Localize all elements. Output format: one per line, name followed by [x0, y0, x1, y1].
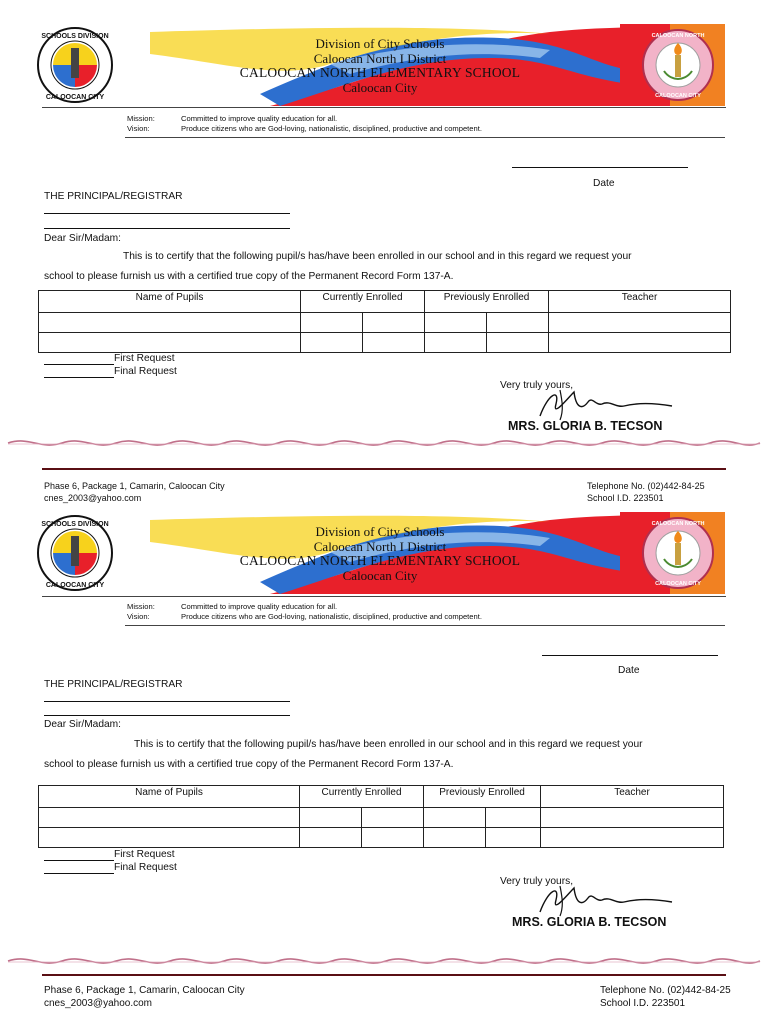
col-teacher: Teacher [549, 291, 731, 313]
footer-email[interactable]: cnes_2003@yahoo.com [44, 998, 152, 1009]
table-row [39, 828, 724, 848]
pupil-name-cell[interactable] [39, 333, 301, 353]
mission-vision [127, 114, 482, 134]
footer-telephone: Telephone No. (02)442-84-25 [587, 481, 705, 491]
final-request-blank[interactable] [44, 873, 114, 874]
body-line-2: school to please furnish us with a certified true copy of the Permanent Record Form 137-A. [44, 271, 454, 282]
footer-telephone: Telephone No. (02)442-84-25 [600, 985, 731, 996]
pupils-table [38, 290, 731, 353]
addressee-blank-1[interactable] [44, 701, 290, 702]
closing: Very truly yours, [500, 380, 574, 391]
col-currently-enrolled: Currently Enrolled [301, 291, 425, 313]
city-name: Caloocan City [342, 79, 418, 95]
current-cell[interactable] [301, 313, 363, 333]
pupil-name-cell[interactable] [39, 313, 301, 333]
signature-image [530, 384, 680, 424]
footer-right [600, 984, 731, 1010]
header-banner [30, 24, 725, 106]
footer-rule [42, 974, 726, 976]
previous-cell[interactable] [424, 808, 486, 828]
pupil-name-cell[interactable] [39, 808, 300, 828]
footer-rule [42, 468, 726, 470]
first-request-blank[interactable] [44, 860, 114, 861]
decorative-border [0, 954, 768, 968]
table-header-row [39, 291, 731, 313]
school-name: CALOOCAN NORTH ELEMENTARY SCHOOL [239, 553, 521, 568]
decorative-border [0, 436, 768, 450]
previous-cell[interactable] [425, 333, 487, 353]
footer-school-id: School I.D. 223501 [600, 998, 686, 1009]
date-label: Date [593, 178, 615, 189]
addressee-blank-1[interactable] [44, 213, 290, 214]
previous-cell[interactable] [487, 333, 549, 353]
teacher-cell[interactable] [549, 333, 731, 353]
previous-cell[interactable] [486, 828, 541, 848]
footer-address: Phase 6, Package 1, Camarin, Caloocan City [44, 481, 225, 491]
caloocan-north-seal [638, 517, 718, 589]
table-header-row [39, 786, 724, 808]
footer-email[interactable]: cnes_2003@yahoo.com [44, 493, 142, 503]
division-name: Division of City Schools [315, 36, 445, 51]
svg-text:CALOOCAN CITY: CALOOCAN CITY [655, 93, 701, 99]
schools-division-seal [36, 514, 114, 592]
salutation: Dear Sir/Madam: [44, 719, 121, 730]
previous-cell[interactable] [424, 828, 486, 848]
mission-rule [125, 137, 725, 138]
svg-text:CALOOCAN CITY: CALOOCAN CITY [655, 581, 701, 587]
addressee: THE PRINCIPAL/REGISTRAR [44, 191, 183, 202]
date-label: Date [618, 665, 640, 676]
teacher-cell[interactable] [541, 808, 724, 828]
request-form-2 [0, 512, 768, 1024]
schools-division-seal [36, 26, 114, 104]
mission-text: Committed to improve quality education for all. [181, 114, 338, 123]
col-name-of-pupils: Name of Pupils [39, 786, 300, 808]
signature-image [530, 880, 680, 920]
header-rule [42, 107, 726, 108]
footer-address: Phase 6, Package 1, Camarin, Caloocan City [44, 985, 245, 996]
col-teacher: Teacher [541, 786, 724, 808]
first-request-label: First Request [114, 849, 175, 860]
city-name: Caloocan City [342, 567, 418, 583]
header-text [225, 37, 535, 95]
body-line-2: school to please furnish us with a certified true copy of the Permanent Record Form 137-A. [44, 759, 454, 770]
svg-text:SCHOOLS DIVISION: SCHOOLS DIVISION [41, 33, 109, 40]
table-row [39, 808, 724, 828]
addressee-blank-2[interactable] [44, 228, 290, 229]
signatory-name: MRS. GLORIA B. TECSON [508, 419, 663, 433]
svg-text:CALOOCAN NORTH: CALOOCAN NORTH [651, 33, 705, 39]
division-name: Division of City Schools [315, 524, 445, 539]
table-row [39, 313, 731, 333]
previous-cell[interactable] [425, 313, 487, 333]
first-request-label: First Request [114, 353, 175, 364]
caloocan-north-seal [638, 29, 718, 101]
closing: Very truly yours, [500, 876, 574, 887]
current-cell[interactable] [362, 828, 424, 848]
mission-text: Committed to improve quality education for all. [181, 602, 338, 611]
final-request-label: Final Request [114, 862, 177, 873]
pupils-table [38, 785, 724, 848]
body-line-1: This is to certify that the following pupil/s has/have been enrolled in our school and in this regard we request your [123, 251, 632, 262]
current-cell[interactable] [300, 828, 362, 848]
vision-text: Produce citizens who are God-loving, nationalistic, disciplined, productive and competent. [181, 612, 482, 621]
date-blank[interactable] [542, 655, 718, 656]
addressee: THE PRINCIPAL/REGISTRAR [44, 679, 183, 690]
header-text [225, 525, 535, 583]
previous-cell[interactable] [486, 808, 541, 828]
header-banner [30, 512, 725, 594]
mission-rule [125, 625, 725, 626]
previous-cell[interactable] [487, 313, 549, 333]
footer-left [44, 984, 245, 1010]
current-cell[interactable] [301, 333, 363, 353]
col-previously-enrolled: Previously Enrolled [424, 786, 541, 808]
vision-label: Vision: [127, 612, 150, 621]
final-request-label: Final Request [114, 366, 177, 377]
vision-text: Produce citizens who are God-loving, nationalistic, disciplined, productive and competent. [181, 124, 482, 133]
svg-text:CALOOCAN CITY: CALOOCAN CITY [45, 94, 105, 101]
signatory-name: MRS. GLORIA B. TECSON [512, 915, 667, 929]
footer-right [587, 480, 705, 504]
salutation: Dear Sir/Madam: [44, 233, 121, 244]
svg-text:SCHOOLS DIVISION: SCHOOLS DIVISION [41, 521, 109, 528]
body-line-1: This is to certify that the following pupil/s has/have been enrolled in our school and in this regard we request your [134, 739, 643, 750]
current-cell[interactable] [362, 808, 424, 828]
district-name: Caloocan North I District [313, 50, 447, 66]
svg-text:CALOOCAN CITY: CALOOCAN CITY [45, 582, 105, 589]
table-row [39, 333, 731, 353]
header-rule [42, 596, 726, 597]
date-blank[interactable] [512, 167, 688, 168]
mission-label: Mission: [127, 114, 155, 123]
mission-vision [127, 602, 482, 622]
addressee-blank-2[interactable] [44, 715, 290, 716]
school-name: CALOOCAN NORTH ELEMENTARY SCHOOL [239, 65, 521, 80]
footer-left [44, 480, 225, 504]
footer-school-id: School I.D. 223501 [587, 493, 664, 503]
teacher-cell[interactable] [541, 828, 724, 848]
current-cell[interactable] [300, 808, 362, 828]
col-previously-enrolled: Previously Enrolled [425, 291, 549, 313]
pupil-name-cell[interactable] [39, 828, 300, 848]
current-cell[interactable] [363, 313, 425, 333]
final-request-blank[interactable] [44, 377, 114, 378]
col-name-of-pupils: Name of Pupils [39, 291, 301, 313]
svg-text:CALOOCAN NORTH: CALOOCAN NORTH [651, 521, 705, 527]
current-cell[interactable] [363, 333, 425, 353]
district-name: Caloocan North I District [313, 538, 447, 554]
mission-label: Mission: [127, 602, 155, 611]
vision-label: Vision: [127, 124, 150, 133]
teacher-cell[interactable] [549, 313, 731, 333]
col-currently-enrolled: Currently Enrolled [300, 786, 424, 808]
first-request-blank[interactable] [44, 364, 114, 365]
